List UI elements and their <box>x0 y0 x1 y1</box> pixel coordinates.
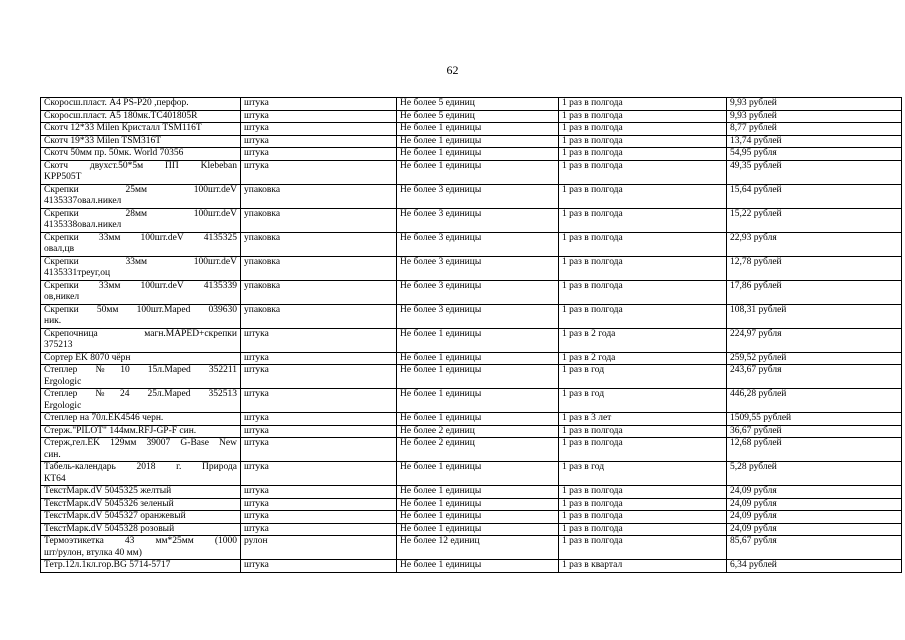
item-name-line: KPP505T <box>44 172 82 182</box>
table-row <box>41 389 902 413</box>
item-name-line: Скрепки 28мм 100шт.deV <box>44 208 237 219</box>
table-row <box>41 148 902 161</box>
limit-cell: Не более 1 единицы <box>397 498 559 511</box>
limit-cell: Не более 1 единицы <box>397 328 559 352</box>
limit-cell: Не более 1 единицы <box>397 352 559 365</box>
unit-cell: упаковка <box>241 304 397 328</box>
price-cell: 15,22 рублей <box>727 208 902 232</box>
limit-cell: Не более 1 единицы <box>397 523 559 536</box>
item-name-cell <box>41 148 241 161</box>
limit-cell: Не более 1 единицы <box>397 123 559 136</box>
table-row <box>41 135 902 148</box>
item-name-cell <box>41 462 241 486</box>
limit-cell: Не более 1 единицы <box>397 560 559 573</box>
price-cell: 8,77 рублей <box>727 123 902 136</box>
item-name-line: Стерж,гел.EK 129мм 39007 G-Base New <box>44 438 237 448</box>
unit-cell: штука <box>241 160 397 184</box>
item-name-line: Степлер №24 25л.Maped 352513 <box>44 389 237 399</box>
price-cell: 24,09 рубля <box>727 486 902 499</box>
price-cell: 224,97 рубля <box>727 328 902 352</box>
limit-cell: Не более 1 единицы <box>397 486 559 499</box>
table-row <box>41 413 902 426</box>
price-cell: 49,35 рублей <box>727 160 902 184</box>
price-cell: 15,64 рублей <box>727 184 902 208</box>
unit-cell: штука <box>241 98 397 111</box>
item-name-cell <box>41 135 241 148</box>
item-name-cell <box>41 110 241 123</box>
item-name-cell <box>41 511 241 524</box>
item-name-line: КТ64 <box>44 473 66 484</box>
supply-table-body <box>41 98 902 573</box>
supply-table <box>40 97 902 573</box>
period-cell: 1 раз в полгода <box>559 232 727 256</box>
unit-cell: рулон <box>241 536 397 560</box>
price-cell: 13,74 рублей <box>727 135 902 148</box>
table-row <box>41 352 902 365</box>
limit-cell: Не более 5 единиц <box>397 110 559 123</box>
item-name-line: Ergologic <box>44 400 82 411</box>
item-name-cell <box>41 328 241 352</box>
table-row <box>41 365 902 389</box>
item-name-line: ТекстМарк.dV 5045328 розовый <box>44 523 175 534</box>
unit-cell: упаковка <box>241 280 397 304</box>
price-cell: 85,67 рубля <box>727 536 902 560</box>
period-cell: 1 раз в 2 года <box>559 328 727 352</box>
price-cell: 36,67 рублей <box>727 425 902 438</box>
item-name-cell <box>41 438 241 462</box>
limit-cell: Не более 12 единиц <box>397 536 559 560</box>
item-name-line: ТекстМарк.dV 5045325 желтый <box>44 486 172 496</box>
item-name-line: Табель-календарь 2018 г. Природа <box>44 462 237 472</box>
item-name-cell <box>41 365 241 389</box>
unit-cell: штука <box>241 438 397 462</box>
unit-cell: штука <box>241 365 397 389</box>
item-name-line: Скрепки 33мм 100шт.deV 4135325 <box>44 232 237 243</box>
limit-cell: Не более 3 единицы <box>397 280 559 304</box>
table-row <box>41 110 902 123</box>
limit-cell: Не более 1 единицы <box>397 365 559 389</box>
price-cell: 22,93 рубля <box>727 232 902 256</box>
price-cell: 446,28 рублей <box>727 389 902 413</box>
period-cell: 1 раз в полгода <box>559 184 727 208</box>
page-number: 62 <box>446 63 459 77</box>
item-name-line: Скрепки 25мм 100шт.deV <box>44 184 237 195</box>
item-name-cell <box>41 498 241 511</box>
unit-cell: штука <box>241 123 397 136</box>
item-name-cell <box>41 98 241 111</box>
period-cell: 1 раз в полгода <box>559 280 727 304</box>
period-cell: 1 раз в год <box>559 365 727 389</box>
price-cell: 108,31 рублей <box>727 304 902 328</box>
item-name-cell <box>41 280 241 304</box>
unit-cell: упаковка <box>241 208 397 232</box>
period-cell: 1 раз в год <box>559 462 727 486</box>
table-row <box>41 280 902 304</box>
period-cell: 1 раз в полгода <box>559 438 727 462</box>
price-cell: 24,09 рубля <box>727 498 902 511</box>
unit-cell: штука <box>241 413 397 426</box>
item-name-line: Тетр.12л.1кл.гор.BG 5714-5717 <box>44 560 171 570</box>
item-name-line: Скотч 50мм пр. 50мк. World 70356 <box>44 148 184 158</box>
unit-cell: штука <box>241 110 397 123</box>
item-name-line: ТекстМарк.dV 5045326 зеленый <box>44 498 174 509</box>
table-row <box>41 486 902 499</box>
item-name-line: Ergologic <box>44 376 82 387</box>
unit-cell: штука <box>241 462 397 486</box>
table-row <box>41 560 902 573</box>
item-name-cell <box>41 486 241 499</box>
unit-cell: штука <box>241 511 397 524</box>
period-cell: 1 раз в полгода <box>559 148 727 161</box>
item-name-cell <box>41 232 241 256</box>
limit-cell: Не более 1 единицы <box>397 160 559 184</box>
price-cell: 9,93 рублей <box>727 98 902 111</box>
unit-cell: штука <box>241 148 397 161</box>
item-name-line: Скоросш.пласт. А5 180мк.ТС401805R <box>44 110 198 121</box>
item-name-line: 4135331треуг,оц <box>44 268 111 278</box>
item-name-line: Сортер EK 8070 чёрн <box>44 352 131 363</box>
item-name-line: Скрепки 33мм 100шт.deV <box>44 256 237 267</box>
price-cell: 17,86 рублей <box>727 280 902 304</box>
unit-cell: упаковка <box>241 184 397 208</box>
period-cell: 1 раз в полгода <box>559 498 727 511</box>
period-cell: 1 раз в полгода <box>559 135 727 148</box>
item-name-cell <box>41 560 241 573</box>
item-name-cell <box>41 425 241 438</box>
item-name-cell <box>41 160 241 184</box>
item-name-line: Степлер на 70л.EK4546 черн. <box>44 413 164 423</box>
table-row <box>41 98 902 111</box>
limit-cell: Не более 3 единицы <box>397 232 559 256</box>
table-row <box>41 256 902 280</box>
item-name-line: Скотч двухст.50*5м ПП Klebeban <box>44 160 237 171</box>
period-cell: 1 раз в полгода <box>559 110 727 123</box>
item-name-cell <box>41 536 241 560</box>
table-row <box>41 184 902 208</box>
table-row <box>41 498 902 511</box>
period-cell: 1 раз в полгода <box>559 486 727 499</box>
item-name-line: Стерж."PILOT" 144мм.RFJ-GP-F син. <box>44 425 197 436</box>
item-name-line: ТекстМарк.dV 5045327 оранжевый <box>44 511 186 521</box>
item-name-line: шт/рулон, втулка 40 мм) <box>44 547 142 558</box>
period-cell: 1 раз в полгода <box>559 123 727 136</box>
period-cell: 1 раз в год <box>559 389 727 413</box>
table-row <box>41 304 902 328</box>
table-row <box>41 208 902 232</box>
price-cell: 1509,55 рублей <box>727 413 902 426</box>
price-cell: 259,52 рублей <box>727 352 902 365</box>
item-name-line: овал,цв <box>44 244 75 254</box>
table-row <box>41 123 902 136</box>
table-row <box>41 438 902 462</box>
price-cell: 5,28 рублей <box>727 462 902 486</box>
unit-cell: штука <box>241 560 397 573</box>
table-row <box>41 232 902 256</box>
limit-cell: Не более 2 единиц <box>397 438 559 462</box>
limit-cell: Не более 2 единиц <box>397 425 559 438</box>
item-name-cell <box>41 389 241 413</box>
table-row <box>41 160 902 184</box>
unit-cell: упаковка <box>241 232 397 256</box>
period-cell: 1 раз в полгода <box>559 511 727 524</box>
period-cell: 1 раз в полгода <box>559 160 727 184</box>
item-name-cell <box>41 256 241 280</box>
item-name-line: Скоросш.пласт. А4 PS-P20 ,перфор. <box>44 98 189 108</box>
period-cell: 1 раз в полгода <box>559 256 727 280</box>
item-name-cell <box>41 413 241 426</box>
unit-cell: штука <box>241 328 397 352</box>
unit-cell: штука <box>241 498 397 511</box>
item-name-cell <box>41 304 241 328</box>
limit-cell: Не более 3 единицы <box>397 208 559 232</box>
price-cell: 6,34 рублей <box>727 560 902 573</box>
unit-cell: штука <box>241 523 397 536</box>
price-cell: 54,95 рубля <box>727 148 902 161</box>
item-name-line: Скотч 19*33 Milen TSM316T <box>44 135 162 146</box>
table-row <box>41 523 902 536</box>
item-name-cell <box>41 208 241 232</box>
limit-cell: Не более 3 единицы <box>397 184 559 208</box>
item-name-line: Скотч 12*33 Milen Кристалл TSM116T <box>44 123 202 133</box>
unit-cell: штука <box>241 352 397 365</box>
item-name-line: 375213 <box>44 340 73 350</box>
limit-cell: Не более 3 единицы <box>397 256 559 280</box>
period-cell: 1 раз в полгода <box>559 208 727 232</box>
item-name-cell <box>41 523 241 536</box>
period-cell: 1 раз в полгода <box>559 536 727 560</box>
limit-cell: Не более 1 единицы <box>397 135 559 148</box>
unit-cell: штука <box>241 135 397 148</box>
item-name-cell <box>41 184 241 208</box>
limit-cell: Не более 5 единиц <box>397 98 559 111</box>
price-cell: 243,67 рубля <box>727 365 902 389</box>
period-cell: 1 раз в 2 года <box>559 352 727 365</box>
limit-cell: Не более 1 единицы <box>397 511 559 524</box>
item-name-line: ник. <box>44 316 62 326</box>
item-name-cell <box>41 123 241 136</box>
item-name-line: 4135337овал.никел <box>44 196 122 206</box>
period-cell: 1 раз в полгода <box>559 304 727 328</box>
item-name-line: ов,никел <box>44 292 80 302</box>
item-name-line: Степлер №10 15л.Maped 352211 <box>44 365 237 375</box>
price-cell: 12,68 рублей <box>727 438 902 462</box>
item-name-line: 4135338овал.никел <box>44 220 122 230</box>
limit-cell: Не более 1 единицы <box>397 389 559 413</box>
limit-cell: Не более 1 единицы <box>397 148 559 161</box>
table-row <box>41 425 902 438</box>
period-cell: 1 раз в полгода <box>559 425 727 438</box>
unit-cell: штука <box>241 389 397 413</box>
item-name-line: Термоэтикетка 43 мм*25мм (1000 <box>44 536 237 546</box>
table-row <box>41 462 902 486</box>
item-name-line: Скрепки 50мм 100шт.Maped 039630 <box>44 304 237 315</box>
item-name-line: Скрепочница магн.MAPED+скрепки <box>44 328 237 339</box>
table-row <box>41 328 902 352</box>
price-cell: 12,78 рублей <box>727 256 902 280</box>
price-cell: 24,09 рубля <box>727 523 902 536</box>
unit-cell: штука <box>241 486 397 499</box>
unit-cell: штука <box>241 425 397 438</box>
period-cell: 1 раз в 3 лет <box>559 413 727 426</box>
period-cell: 1 раз в полгода <box>559 98 727 111</box>
table-row <box>41 511 902 524</box>
price-cell: 24,09 рубля <box>727 511 902 524</box>
limit-cell: Не более 1 единицы <box>397 413 559 426</box>
item-name-line: Скрепки 33мм 100шт.deV 4135339 <box>44 280 237 291</box>
unit-cell: упаковка <box>241 256 397 280</box>
period-cell: 1 раз в квартал <box>559 560 727 573</box>
table-row <box>41 536 902 560</box>
limit-cell: Не более 3 единицы <box>397 304 559 328</box>
item-name-line: син. <box>44 449 61 460</box>
item-name-cell <box>41 352 241 365</box>
price-cell: 9,93 рублей <box>727 110 902 123</box>
period-cell: 1 раз в полгода <box>559 523 727 536</box>
limit-cell: Не более 1 единицы <box>397 462 559 486</box>
